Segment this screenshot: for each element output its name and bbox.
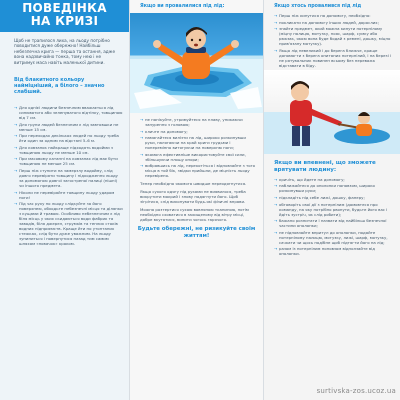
section-heading-confident-rescue: Якщо ви впевнені, що зможете врятувати людину: bbox=[274, 159, 376, 173]
intro-text: Щоб не трапилося лиха, на льоду потрібно поводитися дуже обережно! Найбільш небезпечна крига — перша та остання, адже вона надзвичайно тонка, тому нею і не витримує маса навіть маленької дитини. bbox=[14, 38, 116, 65]
list-item: → якомога ефективніше використовуйте свої сили, збільшуючи площу опори; bbox=[140, 152, 257, 162]
source-url: surtivska-zos.ucoz.ua bbox=[316, 387, 396, 395]
column-2 bbox=[129, 0, 263, 400]
warning-text: Будьте обережні, не ризикуйте своїм життям! bbox=[137, 226, 256, 239]
list-item: → При масовому катанні на ковзанах лід має бути товщиною не менше 25 см. bbox=[14, 156, 123, 166]
boy-in-ice-hole-picture bbox=[130, 13, 263, 113]
list-item: → кричіть, що йдете на допомогу; bbox=[274, 177, 394, 182]
list-item: → знайти предмет, який можна кинути потерпілому (міцну палицю, мотузку, пояс, шарф, сумку або рюкзак, якою вона буде бодай з ремені, дошку, міцно прив'язану мотузку). bbox=[274, 26, 394, 46]
section-heading-someone-fell: Якщо хтось провалився під лід bbox=[274, 4, 362, 9]
list-item: → Якщо лід невеликий і до берега ближче, краще допомогти з берега опитаних потерпілий, і на березі і не рятувальник повинен всьому без переважк відставати в біду. bbox=[274, 48, 394, 68]
list-item: → обговоріть свої дії з потерпілим (домовтеся про команду, на яку потрібно рвонути, будьте його вас і йдіть зустріч, як слід робити); bbox=[274, 202, 394, 217]
column-1 bbox=[0, 0, 129, 400]
list-item: → Перш ніж кинутися на допомогу, необхідно: bbox=[274, 13, 394, 18]
column-3 bbox=[263, 0, 400, 400]
ice-safety-list bbox=[14, 105, 123, 246]
before-help-list bbox=[270, 13, 394, 68]
leaflet-title bbox=[0, 0, 129, 32]
list-item: → наближайтеся до ополонки поповзом, широко розкинувши руки; bbox=[274, 183, 394, 193]
self-rescue-list bbox=[136, 117, 257, 178]
rescue-picture bbox=[264, 70, 400, 154]
list-item: → Для однієї людини безпечним вважається лід синюватого або зеленуватого відтінку, товщиною від 7 см. bbox=[14, 105, 123, 120]
ice-color-note: Від блакитного кольору найміцніший, а білого – значно слабший. bbox=[14, 77, 105, 96]
change-clothes-note: Тепер необхідно якомога швидше переодягнутися. bbox=[140, 181, 247, 187]
dry-clothes-note: Якщо сухого одягу під руками не виявилося, треба викрутити мокрий і знову надягнути його. Щоб зігрітися, слід виконувати будь-які фізичні вправи. bbox=[140, 189, 246, 205]
list-item: → намагайтеся вилізти на лід, широко розкинувши руки, налягаючи на край криги грудьми і поперемінно витягуючи на поверхню ноги; bbox=[140, 135, 257, 150]
list-item: → Перш ніж ступити на замерзлу водойму, слід довго перевіряти товщину і підходження льоду за допомогою довгої загостреної палиці (пішні) чи іншого предмета. bbox=[14, 168, 123, 188]
list-item: → Для ковзанок найкраще підходять водойми з товщиною льоду не менше 10 см. bbox=[14, 145, 123, 155]
list-item: → бажано розпитати і назвати від найбільш безпечної частини ополонки; bbox=[274, 218, 394, 228]
title-line-2: НА КРИЗІ bbox=[30, 14, 99, 28]
list-item: → підкладіть під себе лижі, дошку, фанеру; bbox=[274, 195, 394, 200]
warm-up-note: Можна розтертися сухою вовняною тканиною, потім необхідно сховатися в захищеному від вітру місці, добре вкутатися, випити чогось гарячого. bbox=[140, 207, 249, 223]
title-line-1: ПОВЕДІНКА bbox=[22, 1, 107, 15]
list-item: → кличте на допомогу; bbox=[140, 129, 257, 134]
list-item: → покликати на допомогу інших людей, дорослих; bbox=[274, 20, 394, 25]
list-item: → вибравшись на лід, перекотіться і відповзайте з того місця в той бік, звідки прийшли, де міцність льоду перевірено. bbox=[140, 163, 257, 178]
rescue-steps-list bbox=[270, 177, 394, 257]
list-item: → Під час руху по льоду слідкуйте за його поверхнею, обходьте небезпечні місця та ділянки з кущами й травою. Особливо небезпечним є лід біля місць у яких скидаються води фабрик та заводів, біля джерел, струмків та теплих стоків водних підприємств. Краще йти по утоптаних стежках, слід бути дуже уважним. На льоду зупиниться і повернутися назад тим самим шляхом «новачок» кроком. bbox=[14, 201, 123, 246]
section-heading-fell-through: Якщо ви провалилися під лід: bbox=[140, 4, 225, 9]
boy-in-ice-hole-illustration bbox=[130, 13, 263, 113]
list-item: → Ніколи не перевіряйте товщину льоду ударом ноги! bbox=[14, 190, 123, 200]
list-item: → не панікуйте, утримуйтеся на плаву, уникаючи занурення з головою; bbox=[140, 117, 257, 127]
list-item: → не підповзайте впритул до ополонки, подайте потерпілому палицю, мотузку, лижі, шарф, мотузку, сачкати чи щось подібне щоб підтягти його на лід; bbox=[274, 230, 394, 245]
list-item: → Для групи людей безпечним є лід завтовшки не менше 15 см. bbox=[14, 122, 123, 132]
rescue-illustration bbox=[264, 70, 400, 154]
list-item: → разом із потерпілим поповзом відползайте від ополонки. bbox=[274, 246, 394, 256]
list-item: → При переходах декількох людей по льоду треба йти один за одним на відстані 5–6 м. bbox=[14, 133, 123, 143]
